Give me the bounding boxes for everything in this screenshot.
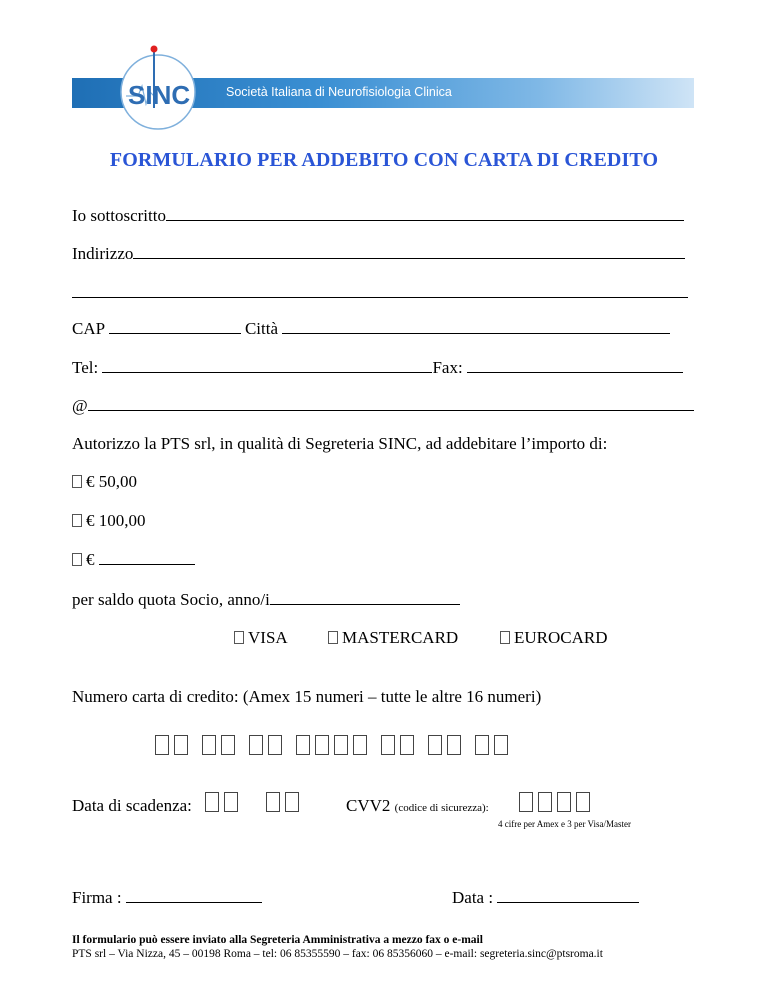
logo-text: SINC: [128, 80, 191, 110]
amount-option-100: [72, 511, 146, 531]
field-amount-other[interactable]: [99, 550, 195, 565]
expiry-digit-box[interactable]: [205, 792, 219, 812]
cvv-digit-box[interactable]: [557, 792, 571, 812]
label-cap: CAP: [72, 319, 105, 338]
field-cap[interactable]: [109, 319, 241, 334]
label-citta: Città: [244, 319, 279, 338]
card-digit-box[interactable]: [315, 735, 329, 755]
card-label-visa: VISA: [248, 628, 288, 647]
card-digit-box[interactable]: [428, 735, 442, 755]
amount-label-50: € 50,00: [86, 472, 137, 491]
label-data: Data :: [452, 888, 494, 907]
cvv-digit-box[interactable]: [519, 792, 533, 812]
checkbox-eurocard[interactable]: [500, 631, 510, 644]
card-digit-box[interactable]: [155, 735, 169, 755]
expiry-label: Data di scadenza:: [72, 796, 192, 815]
field-anno[interactable]: [270, 590, 460, 605]
field-citta[interactable]: [282, 319, 670, 334]
row-indirizzo: [72, 244, 685, 264]
card-digit-box[interactable]: [400, 735, 414, 755]
row-email: [72, 396, 694, 416]
row-data: [452, 888, 639, 908]
label-fax: Fax:: [432, 358, 463, 377]
card-digit-box[interactable]: [334, 735, 348, 755]
field-fax[interactable]: [467, 358, 683, 373]
row-firma: [72, 888, 262, 908]
card-digit-box[interactable]: [475, 735, 489, 755]
card-number-boxes: [155, 735, 522, 755]
expiry-digit-box[interactable]: [224, 792, 238, 812]
checkbox-other[interactable]: [72, 553, 82, 566]
footer-note: Il formulario può essere inviato alla Segreteria Amministrativa a mezzo fax o e-mail: [72, 934, 483, 946]
expiry-digit-box[interactable]: [266, 792, 280, 812]
card-number-group: [475, 735, 513, 755]
card-digit-box[interactable]: [353, 735, 367, 755]
card-number-group: [381, 735, 419, 755]
amount-option-50: [72, 472, 137, 492]
field-email[interactable]: [88, 396, 694, 411]
checkbox-100[interactable]: [72, 514, 82, 527]
card-option-eurocard: [500, 628, 608, 648]
label-firma: Firma :: [72, 888, 122, 907]
card-label-mastercard: MASTERCARD: [342, 628, 459, 647]
field-data[interactable]: [497, 888, 639, 903]
footer-contact: PTS srl – Via Nizza, 45 – 00198 Roma – tel: 06 85355590 – fax: 06 85356060 – e-mail: segreteria.sinc@ptsroma.it: [72, 948, 603, 960]
cvv-sub-label: (codice di sicurezza):: [394, 802, 489, 814]
field-indirizzo[interactable]: [133, 244, 685, 259]
checkbox-50[interactable]: [72, 475, 82, 488]
card-number-label: Numero carta di credito: (Amex 15 numeri – tutte le altre 16 numeri): [72, 687, 542, 706]
checkbox-mastercard[interactable]: [328, 631, 338, 644]
card-digit-box[interactable]: [221, 735, 235, 755]
label-quota: per saldo quota Socio, anno/i: [72, 590, 270, 609]
amount-label-100: € 100,00: [86, 511, 146, 530]
cvv-digit-box[interactable]: [576, 792, 590, 812]
cvv-boxes: [519, 792, 595, 812]
card-digit-box[interactable]: [202, 735, 216, 755]
card-option-visa: [234, 628, 288, 648]
card-digit-box[interactable]: [381, 735, 395, 755]
expiry-digit-box[interactable]: [285, 792, 299, 812]
row-tel-fax: [72, 358, 683, 378]
card-digit-box[interactable]: [268, 735, 282, 755]
form-title: FORMULARIO PER ADDEBITO CON CARTA DI CREDITO: [109, 149, 659, 171]
row-quota: [72, 590, 460, 610]
card-number-group: [249, 735, 287, 755]
label-tel: Tel:: [72, 358, 99, 377]
sinc-logo: [118, 42, 230, 134]
cvv-note: 4 cifre per Amex e 3 per Visa/Master: [498, 819, 631, 829]
card-digit-box[interactable]: [494, 735, 508, 755]
label-sottoscritto: Io sottoscritto: [72, 206, 166, 225]
card-digit-box[interactable]: [174, 735, 188, 755]
row-cap-citta: [72, 319, 670, 339]
field-indirizzo-2[interactable]: [72, 283, 688, 298]
cvv-digit-box[interactable]: [538, 792, 552, 812]
label-email: @: [72, 396, 88, 415]
card-digit-box[interactable]: [296, 735, 310, 755]
field-firma[interactable]: [126, 888, 262, 903]
expiry-boxes: [205, 792, 313, 812]
row-sottoscritto: [72, 206, 684, 226]
card-digit-box[interactable]: [249, 735, 263, 755]
card-label-eurocard: EUROCARD: [514, 628, 608, 647]
card-number-group: [202, 735, 240, 755]
card-number-group: [296, 735, 372, 755]
card-option-mastercard: [328, 628, 458, 648]
amount-option-other: [72, 550, 195, 570]
banner-text: Società Italiana di Neurofisiologia Clinica: [226, 85, 452, 99]
card-digit-box[interactable]: [447, 735, 461, 755]
field-tel[interactable]: [102, 358, 432, 373]
row-indirizzo-2: [72, 283, 688, 303]
card-number-group: [155, 735, 193, 755]
field-sottoscritto[interactable]: [166, 206, 684, 221]
cvv-label: CVV2: [346, 796, 391, 815]
cvv-label-row: [346, 796, 489, 816]
authorization-text: Autorizzo la PTS srl, in qualità di Segreteria SINC, ad addebitare l’importo di:: [72, 434, 608, 453]
label-indirizzo: Indirizzo: [72, 244, 134, 263]
checkbox-visa[interactable]: [234, 631, 244, 644]
card-number-group: [428, 735, 466, 755]
amount-label-other: €: [86, 550, 95, 569]
